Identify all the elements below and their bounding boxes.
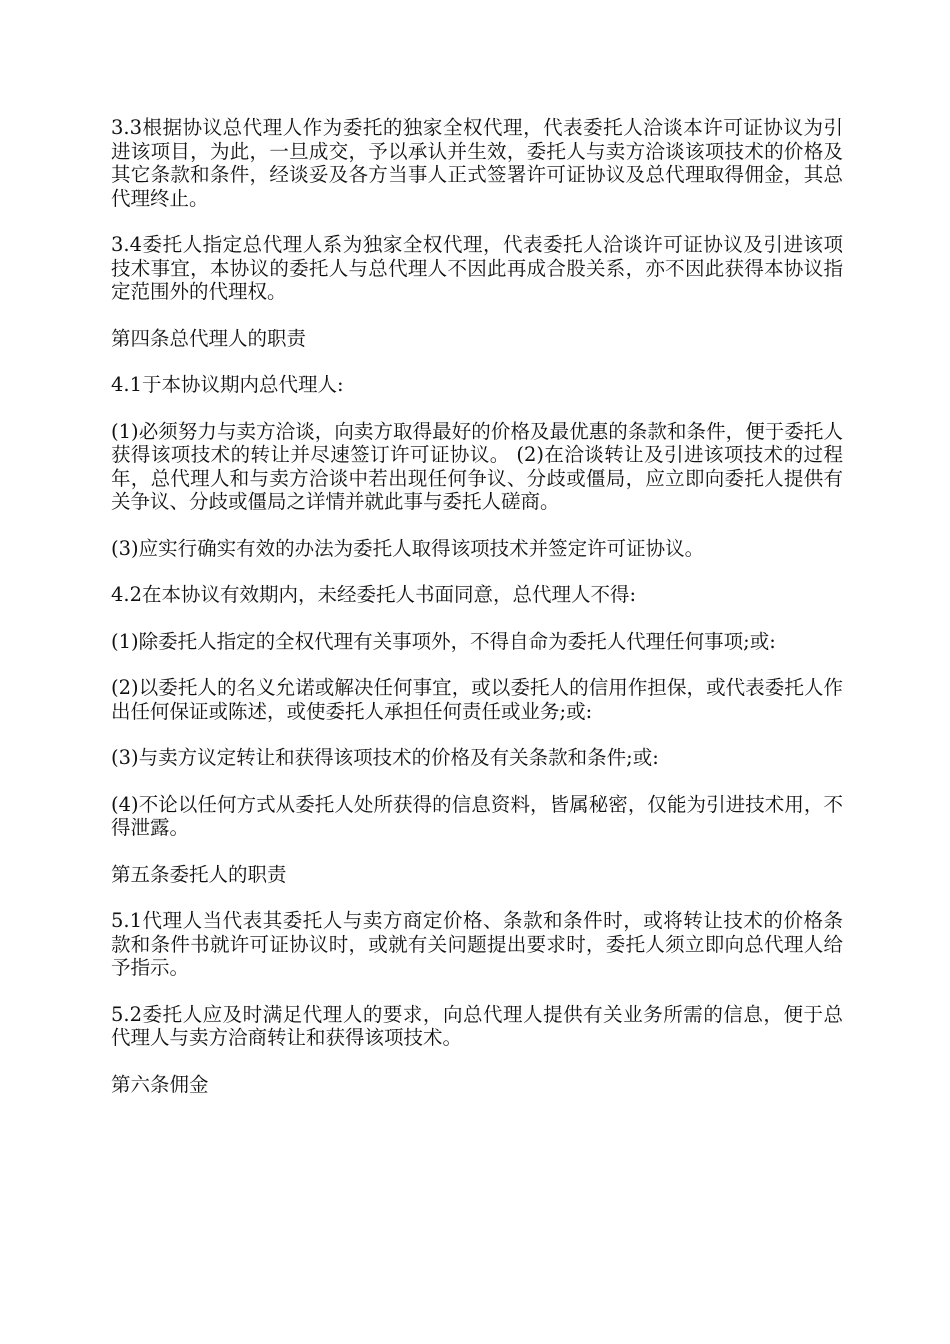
clause-4-2-item-3: (3)与卖方议定转让和获得该项技术的价格及有关条款和条件;或: [111,746,659,769]
article-6-heading: 第六条佣金 [111,1072,209,1096]
clause-4-1: 4.1于本协议期内总代理人: [111,373,344,396]
article-4-heading: 第四条总代理人的职责 [111,326,307,350]
article-5-heading: 第五条委托人的职责 [111,862,287,886]
clause-5-2: 5.2委托人应及时满足代理人的要求，向总代理人提供有关业务所需的信息，便于总代理人与卖方洽商转让和获得该项技术。 [111,1002,843,1049]
clause-4-2-item-1: (1)除委托人指定的全权代理有关事项外，不得自命为委托人代理任何事项;或: [111,629,776,653]
document-body [111,116,843,1119]
clause-4-2: 4.2在本协议有效期内，未经委托人书面同意，总代理人不得: [111,583,637,606]
clause-4-1-items-1-2: (1)必须努力与卖方洽谈，向卖方取得最好的价格及最优惠的条款和条件，便于委托人获得该项技术的转让并尽速签订许可证协议。 (2)在洽谈转让及引进该项技术的过程年，总代理人和与卖方洽谈中若出现任何争议、分歧或僵局，应立即向委托人提供有关争议、分歧或僵局之详情并就此事与委托人磋商。 [111,419,843,513]
clause-3-3: 3.3根据协议总代理人作为委托的独家全权代理，代表委托人洽谈本许可证协议为引进该项目，为此，一旦成交，予以承认并生效，委托人与卖方洽谈该项技术的价格及其它条款和条件，经谈妥及各方当事人正式签署许可证协议及总代理取得佣金，其总代理终止。 [111,116,843,210]
clause-4-2-item-2: (2)以委托人的名义允诺或解决任何事宜，或以委托人的信用作担保，或代表委托人作出任何保证或陈述，或使委托人承担任何责任或业务;或: [111,676,843,723]
clause-4-1-item-3: (3)应实行确实有效的办法为委托人取得该项技术并签定许可证协议。 [111,536,705,560]
clause-4-2-item-4: (4)不论以任何方式从委托人处所获得的信息资料，皆属秘密，仅能为引进技术用，不得泄露。 [111,792,843,839]
clause-3-4: 3.4委托人指定总代理人系为独家全权代理，代表委托人洽谈许可证协议及引进该项技术事宜，本协议的委托人与总代理人不因此再成合股关系，亦不因此获得本协议指定范围外的代理权。 [111,233,843,303]
clause-5-1: 5.1代理人当代表其委托人与卖方商定价格、条款和条件时，或将转让技术的价格条款和条件书就许可证协议时，或就有关问题提出要求时，委托人须立即向总代理人给予指示。 [111,909,843,979]
